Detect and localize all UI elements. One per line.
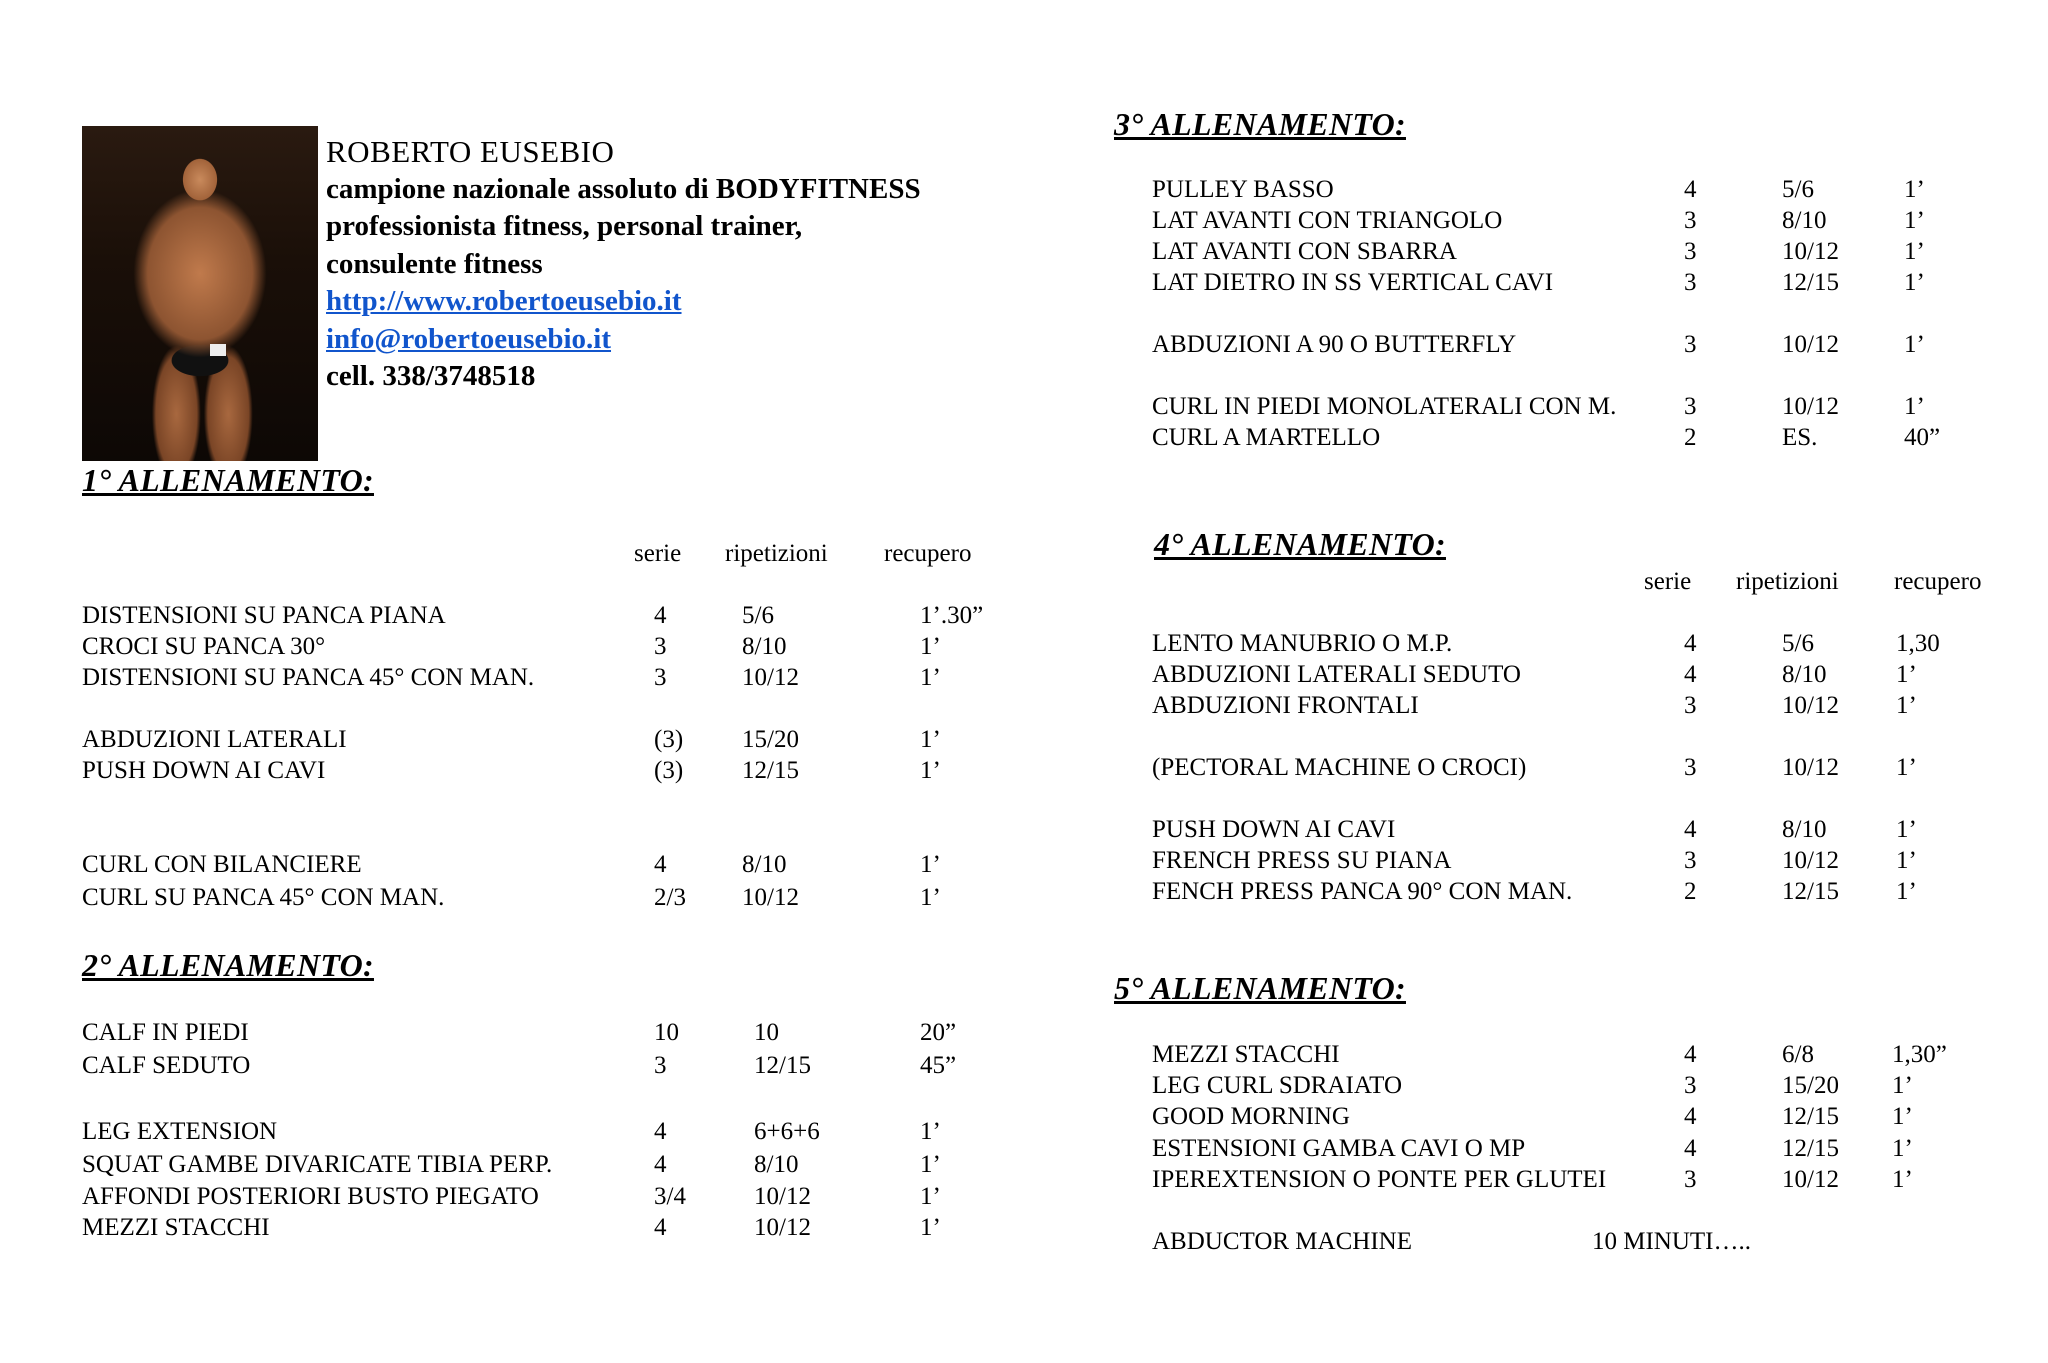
- phone-number: cell. 338/3748518: [326, 360, 536, 392]
- exercise-recupero: 1’: [920, 1183, 941, 1210]
- exercise-ripetizioni: 5/6: [1782, 630, 1814, 657]
- workout1-title: 1° ALLENAMENTO:: [82, 462, 374, 498]
- exercise-ripetizioni: 15/20: [1782, 1072, 1839, 1099]
- exercise-serie: 4: [1684, 1041, 1697, 1068]
- exercise-serie: 3: [1684, 692, 1697, 719]
- exercise-name: DISTENSIONI SU PANCA 45° CON MAN.: [82, 664, 535, 691]
- exercise-ripetizioni: 8/10: [742, 851, 787, 878]
- exercise-serie: 3: [1684, 331, 1697, 358]
- exercise-recupero: 1’: [920, 726, 941, 753]
- exercise-name: ABDUZIONI LATERALI SEDUTO: [1152, 661, 1521, 688]
- exercise-recupero: 1’: [1896, 878, 1917, 905]
- workout1-header-ripetizioni: ripetizioni: [725, 540, 828, 567]
- exercise-name: CALF IN PIEDI: [82, 1019, 249, 1046]
- exercise-serie: 3: [1684, 1166, 1697, 1193]
- exercise-recupero: 45”: [920, 1052, 957, 1079]
- exercise-recupero: 1’: [1904, 393, 1925, 420]
- exercise-recupero: 1’: [1904, 269, 1925, 296]
- exercise-serie: 2: [1684, 424, 1697, 451]
- exercise-recupero: 20”: [920, 1019, 957, 1046]
- exercise-serie: 3: [654, 633, 667, 660]
- exercise-serie: 4: [654, 1151, 667, 1178]
- exercise-recupero: 1’: [920, 1214, 941, 1241]
- exercise-name: GOOD MORNING: [1152, 1103, 1350, 1130]
- exercise-serie: 4: [1684, 661, 1697, 688]
- website-link[interactable]: http://www.robertoeusebio.it: [326, 285, 682, 317]
- exercise-name: DISTENSIONI SU PANCA PIANA: [82, 602, 446, 629]
- exercise-name: PULLEY BASSO: [1152, 176, 1334, 203]
- exercise-recupero: 1’: [1896, 754, 1917, 781]
- exercise-name: ABDUZIONI FRONTALI: [1152, 692, 1419, 719]
- profile-photo: [82, 126, 318, 461]
- exercise-serie: 4: [1684, 176, 1697, 203]
- profile-name: ROBERTO EUSEBIO: [326, 134, 615, 169]
- exercise-name: MEZZI STACCHI: [82, 1214, 270, 1241]
- exercise-recupero: 1’: [1896, 661, 1917, 688]
- exercise-name: CURL IN PIEDI MONOLATERALI CON M.: [1152, 393, 1617, 420]
- exercise-serie: 3: [1684, 269, 1697, 296]
- exercise-recupero: 1’.30”: [920, 602, 984, 629]
- exercise-ripetizioni: 10/12: [1782, 692, 1839, 719]
- workout3-title: 3° ALLENAMENTO:: [1114, 106, 1406, 142]
- exercise-ripetizioni: 6+6+6: [754, 1118, 820, 1145]
- exercise-ripetizioni: 10/12: [754, 1183, 811, 1210]
- exercise-ripetizioni: 10: [754, 1019, 779, 1046]
- exercise-serie: 3: [1684, 1072, 1697, 1099]
- exercise-ripetizioni: 12/15: [1782, 878, 1839, 905]
- exercise-ripetizioni: 10/12: [742, 884, 799, 911]
- exercise-name: (PECTORAL MACHINE O CROCI): [1152, 754, 1527, 781]
- exercise-ripetizioni: 12/15: [1782, 1135, 1839, 1162]
- exercise-serie: 4: [1684, 630, 1697, 657]
- exercise-ripetizioni: 8/10: [1782, 207, 1827, 234]
- exercise-ripetizioni: 10/12: [1782, 331, 1839, 358]
- exercise-recupero: 1’: [1892, 1103, 1913, 1130]
- exercise-recupero: 1’: [1904, 331, 1925, 358]
- exercise-recupero: 1’: [1892, 1166, 1913, 1193]
- exercise-recupero: 1,30: [1896, 630, 1940, 657]
- exercise-serie: 3: [1684, 754, 1697, 781]
- exercise-name: CURL SU PANCA 45° CON MAN.: [82, 884, 445, 911]
- exercise-name: SQUAT GAMBE DIVARICATE TIBIA PERP.: [82, 1151, 553, 1178]
- exercise-name: ABDUZIONI LATERALI: [82, 726, 347, 753]
- exercise-ripetizioni: 6/8: [1782, 1041, 1814, 1068]
- exercise-name: CALF SEDUTO: [82, 1052, 251, 1079]
- exercise-name: MEZZI STACCHI: [1152, 1041, 1340, 1068]
- exercise-name: CROCI SU PANCA 30°: [82, 633, 326, 660]
- exercise-recupero: 1’: [1904, 176, 1925, 203]
- exercise-name: ABDUCTOR MACHINE: [1152, 1228, 1412, 1255]
- exercise-serie: (3): [654, 726, 684, 753]
- workout4-header-recupero: recupero: [1894, 568, 1982, 595]
- exercise-ripetizioni: ES.: [1782, 424, 1818, 451]
- exercise-recupero: 1’: [1904, 238, 1925, 265]
- workout4-header-ripetizioni: ripetizioni: [1736, 568, 1839, 595]
- exercise-name: FRENCH PRESS SU PIANA: [1152, 847, 1452, 874]
- email-link[interactable]: info@robertoeusebio.it: [326, 323, 612, 355]
- exercise-serie: 3: [1684, 847, 1697, 874]
- exercise-recupero: 1’: [920, 1151, 941, 1178]
- exercise-name: LEG CURL SDRAIATO: [1152, 1072, 1403, 1099]
- exercise-ripetizioni: 15/20: [742, 726, 799, 753]
- workout4-header-serie: serie: [1644, 568, 1692, 595]
- exercise-serie: 3/4: [654, 1183, 686, 1210]
- exercise-serie: 3: [1684, 207, 1697, 234]
- exercise-ripetizioni: 12/15: [1782, 1103, 1839, 1130]
- exercise-ripetizioni: 12/15: [1782, 269, 1839, 296]
- exercise-name: LAT AVANTI CON SBARRA: [1152, 238, 1457, 265]
- profile-roles: professionista fitness, personal trainer,: [326, 210, 803, 242]
- exercise-serie: (3): [654, 757, 684, 784]
- profile-roles-cont: consulente fitness: [326, 248, 543, 280]
- exercise-recupero: 1’: [1896, 692, 1917, 719]
- exercise-recupero: 1’: [1896, 816, 1917, 843]
- workout1-header-recupero: recupero: [884, 540, 972, 567]
- exercise-serie: 3: [1684, 393, 1697, 420]
- exercise-serie: 4: [654, 1214, 667, 1241]
- workout1-header-serie: serie: [634, 540, 682, 567]
- exercise-name: CURL A MARTELLO: [1152, 424, 1381, 451]
- exercise-recupero: 1,30”: [1892, 1041, 1947, 1068]
- exercise-ripetizioni: 8/10: [742, 633, 787, 660]
- exercise-serie: 4: [654, 851, 667, 878]
- exercise-name: LENTO MANUBRIO O M.P.: [1152, 630, 1453, 657]
- workout2-title: 2° ALLENAMENTO:: [82, 947, 374, 983]
- exercise-name: PUSH DOWN AI CAVI: [1152, 816, 1396, 843]
- exercise-recupero: 1’: [1904, 207, 1925, 234]
- exercise-ripetizioni: 10/12: [1782, 847, 1839, 874]
- exercise-serie: 4: [1684, 1135, 1697, 1162]
- exercise-recupero: 1’: [920, 664, 941, 691]
- exercise-recupero: 1’: [920, 884, 941, 911]
- workout5-title: 5° ALLENAMENTO:: [1114, 970, 1406, 1006]
- exercise-ripetizioni: 8/10: [1782, 816, 1827, 843]
- exercise-ripetizioni: 8/10: [1782, 661, 1827, 688]
- exercise-serie: 4: [654, 602, 667, 629]
- exercise-name: PUSH DOWN AI CAVI: [82, 757, 326, 784]
- exercise-ripetizioni: 10/12: [1782, 238, 1839, 265]
- exercise-name: AFFONDI POSTERIORI BUSTO PIEGATO: [82, 1183, 539, 1210]
- exercise-serie: 2/3: [654, 884, 686, 911]
- exercise-name: ABDUZIONI A 90 O BUTTERFLY: [1152, 331, 1517, 358]
- exercise-name: IPEREXTENSION O PONTE PER GLUTEI: [1152, 1166, 1607, 1193]
- exercise-name: LAT AVANTI CON TRIANGOLO: [1152, 207, 1503, 234]
- exercise-ripetizioni: 5/6: [1782, 176, 1814, 203]
- exercise-recupero: 1’: [920, 851, 941, 878]
- exercise-recupero: 1’: [1892, 1072, 1913, 1099]
- profile-title: campione nazionale assoluto di BODYFITNESS: [326, 173, 921, 205]
- exercise-ripetizioni: 12/15: [742, 757, 799, 784]
- exercise-serie: 3: [654, 1052, 667, 1079]
- exercise-name: CURL CON BILANCIERE: [82, 851, 362, 878]
- exercise-serie: 4: [1684, 816, 1697, 843]
- exercise-ripetizioni: 10/12: [742, 664, 799, 691]
- workout4-title: 4° ALLENAMENTO:: [1154, 526, 1446, 562]
- exercise-ripetizioni: 12/15: [754, 1052, 811, 1079]
- exercise-recupero: 1’: [1892, 1135, 1913, 1162]
- exercise-serie: 4: [654, 1118, 667, 1145]
- exercise-ripetizioni: 10/12: [1782, 754, 1839, 781]
- exercise-recupero: 1’: [1896, 847, 1917, 874]
- exercise-note: 10 MINUTI…..: [1592, 1228, 1752, 1255]
- competition-number-badge: [210, 344, 226, 356]
- exercise-name: FENCH PRESS PANCA 90° CON MAN.: [1152, 878, 1573, 905]
- exercise-ripetizioni: 5/6: [742, 602, 774, 629]
- exercise-ripetizioni: 10/12: [1782, 393, 1839, 420]
- exercise-ripetizioni: 10/12: [1782, 1166, 1839, 1193]
- exercise-ripetizioni: 10/12: [754, 1214, 811, 1241]
- exercise-serie: 2: [1684, 878, 1697, 905]
- exercise-recupero: 40”: [1904, 424, 1941, 451]
- exercise-serie: 3: [1684, 238, 1697, 265]
- exercise-ripetizioni: 8/10: [754, 1151, 799, 1178]
- exercise-recupero: 1’: [920, 633, 941, 660]
- exercise-serie: 3: [654, 664, 667, 691]
- exercise-name: LAT DIETRO IN SS VERTICAL CAVI: [1152, 269, 1554, 296]
- exercise-serie: 4: [1684, 1103, 1697, 1130]
- exercise-recupero: 1’: [920, 1118, 941, 1145]
- exercise-recupero: 1’: [920, 757, 941, 784]
- exercise-name: LEG EXTENSION: [82, 1118, 278, 1145]
- exercise-name: ESTENSIONI GAMBA CAVI O MP: [1152, 1135, 1526, 1162]
- exercise-serie: 10: [654, 1019, 679, 1046]
